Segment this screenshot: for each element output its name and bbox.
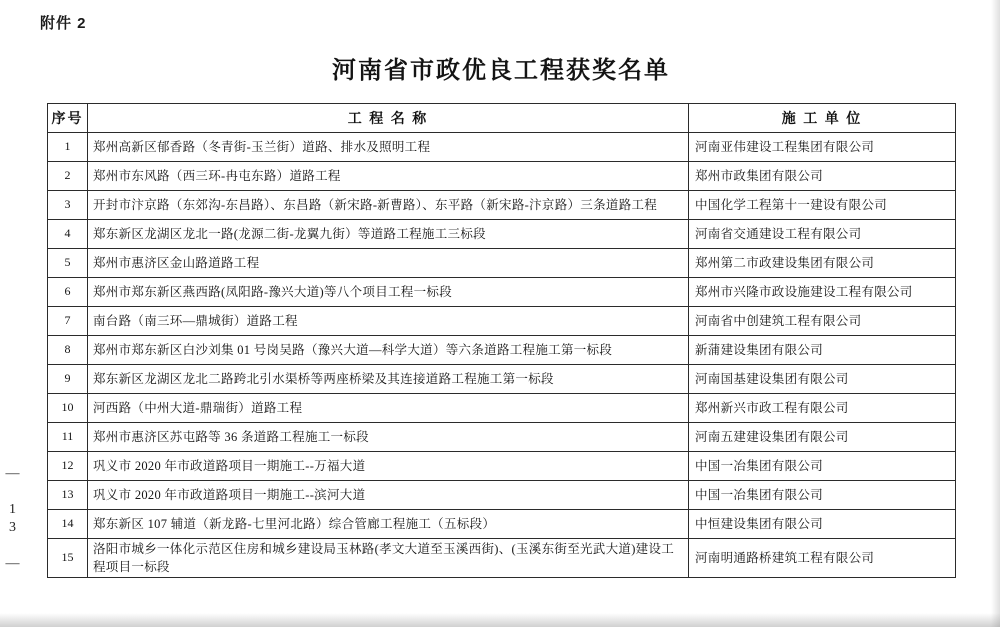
- page-number: — 13 —: [5, 466, 20, 574]
- project-name-cell: 河西路（中州大道-鼎瑞街）道路工程: [88, 394, 689, 423]
- table-row: [48, 336, 956, 365]
- project-name-cell: 郑州市惠济区苏屯路等 36 条道路工程施工一标段: [88, 423, 689, 452]
- row-number-cell: 3: [48, 191, 88, 220]
- row-number-cell: 7: [48, 307, 88, 336]
- table-row: [48, 365, 956, 394]
- project-name-cell: 郑东新区龙湖区龙北二路跨北引水渠桥等两座桥梁及其连接道路工程施工第一标段: [88, 365, 689, 394]
- project-name-cell: 巩义市 2020 年市政道路项目一期施工--万福大道: [88, 452, 689, 481]
- header-construction-unit: 施 工 单 位: [689, 104, 956, 133]
- row-number-cell: 13: [48, 481, 88, 510]
- award-table-header: [48, 104, 956, 133]
- project-name-cell: 南台路（南三环—鼎城街）道路工程: [88, 307, 689, 336]
- table-row: [48, 481, 956, 510]
- row-number-cell: 2: [48, 162, 88, 191]
- project-name-cell: 郑东新区 107 辅道（新龙路-七里河北路）综合管廊工程施工（五标段）: [88, 510, 689, 539]
- row-number-cell: 6: [48, 278, 88, 307]
- company-cell: 河南五建建设集团有限公司: [689, 423, 956, 452]
- project-name-cell: 巩义市 2020 年市政道路项目一期施工--滨河大道: [88, 481, 689, 510]
- company-cell: 河南省中创建筑工程有限公司: [689, 307, 956, 336]
- table-row: [48, 452, 956, 481]
- header-row: [48, 104, 956, 133]
- company-cell: 郑州市政集团有限公司: [689, 162, 956, 191]
- project-name-cell: 郑东新区龙湖区龙北一路(龙源二街-龙翼九街）等道路工程施工三标段: [88, 220, 689, 249]
- row-number-cell: 5: [48, 249, 88, 278]
- project-name-cell: 开封市汴京路（东郊沟-东昌路）、东昌路（新宋路-新曹路）、东平路（新宋路-汴京路）三条道路工程: [88, 191, 689, 220]
- company-cell: 河南国基建设集团有限公司: [689, 365, 956, 394]
- row-number-cell: 1: [48, 133, 88, 162]
- row-number-cell: 12: [48, 452, 88, 481]
- table-row: [48, 249, 956, 278]
- header-project-name: 工 程 名 称: [88, 104, 689, 133]
- company-cell: 河南明通路桥建筑工程有限公司: [689, 539, 956, 578]
- table-row: [48, 133, 956, 162]
- project-name-cell: 郑州市东风路（西三环-冉屯东路）道路工程: [88, 162, 689, 191]
- company-cell: 河南亚伟建设工程集团有限公司: [689, 133, 956, 162]
- company-cell: 新蒲建设集团有限公司: [689, 336, 956, 365]
- scan-edge-bottom: [0, 613, 1000, 627]
- attachment-label: 附件 2: [40, 15, 87, 32]
- company-cell: 中国一冶集团有限公司: [689, 481, 956, 510]
- company-cell: 郑州市兴隆市政设施建设工程有限公司: [689, 278, 956, 307]
- row-number-cell: 9: [48, 365, 88, 394]
- row-number-cell: 4: [48, 220, 88, 249]
- project-name-cell: 郑州市惠济区金山路道路工程: [88, 249, 689, 278]
- row-number-cell: 10: [48, 394, 88, 423]
- header-serial-number: 序号: [48, 104, 88, 133]
- company-cell: 河南省交通建设工程有限公司: [689, 220, 956, 249]
- page-title: 河南省市政优良工程获奖名单: [332, 57, 670, 84]
- company-cell: 中国一冶集团有限公司: [689, 452, 956, 481]
- table-row: [48, 162, 956, 191]
- table-row: [48, 423, 956, 452]
- company-cell: 郑州新兴市政工程有限公司: [689, 394, 956, 423]
- row-number-cell: 14: [48, 510, 88, 539]
- award-table-body: [48, 133, 956, 578]
- project-name-cell: 郑州市郑东新区燕西路(凤阳路-豫兴大道)等八个项目工程一标段: [88, 278, 689, 307]
- table-row: [48, 539, 956, 578]
- award-table: [47, 103, 956, 578]
- project-name-cell: 郑州高新区郁香路（冬青街-玉兰街）道路、排水及照明工程: [88, 133, 689, 162]
- award-table-container: [47, 103, 955, 578]
- row-number-cell: 11: [48, 423, 88, 452]
- company-cell: 中国化学工程第十一建设有限公司: [689, 191, 956, 220]
- scan-edge-right: [991, 0, 1000, 627]
- table-row: [48, 394, 956, 423]
- table-row: [48, 191, 956, 220]
- table-row: [48, 510, 956, 539]
- row-number-cell: 15: [48, 539, 88, 578]
- table-row: [48, 220, 956, 249]
- project-name-cell: 洛阳市城乡一体化示范区住房和城乡建设局玉林路(孝文大道至玉溪西街)、(玉溪东街至光武大道)建设工程项目一标段: [88, 539, 689, 578]
- table-row: [48, 278, 956, 307]
- company-cell: 中恒建设集团有限公司: [689, 510, 956, 539]
- row-number-cell: 8: [48, 336, 88, 365]
- project-name-cell: 郑州市郑东新区白沙刘集 01 号岗吴路（豫兴大道—科学大道）等六条道路工程施工第一标段: [88, 336, 689, 365]
- table-row: [48, 307, 956, 336]
- company-cell: 郑州第二市政建设集团有限公司: [689, 249, 956, 278]
